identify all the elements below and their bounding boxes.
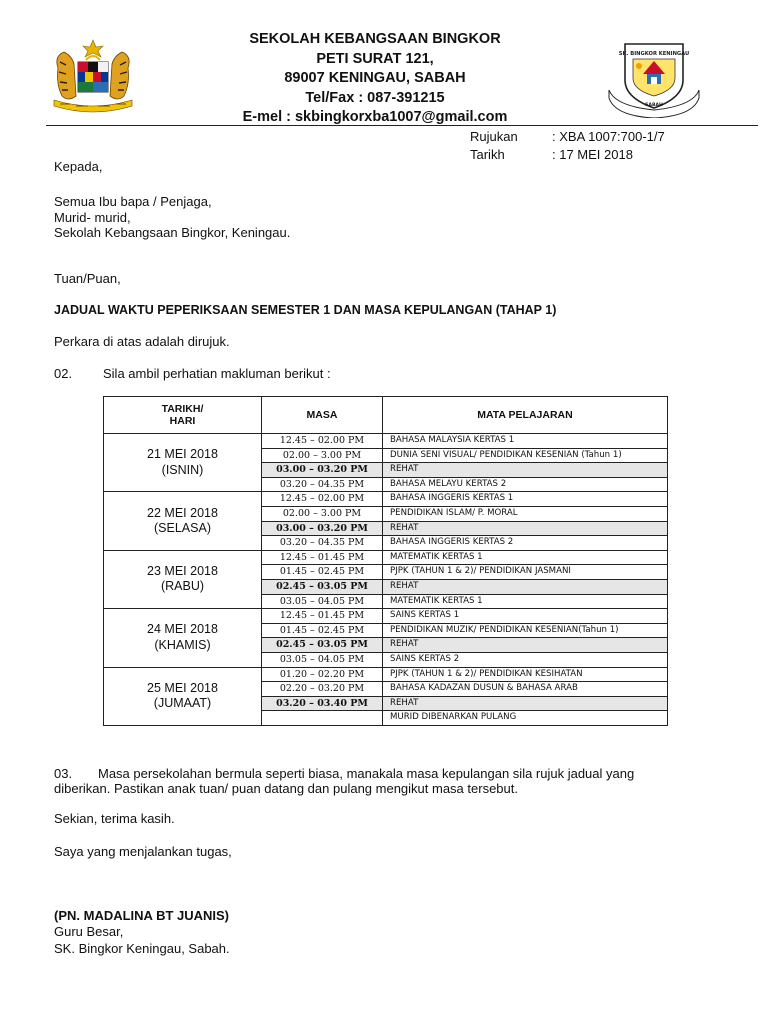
time-cell: 03.00 – 03.20 PM	[262, 521, 383, 536]
exam-date: 24 MEI 2018	[147, 622, 218, 637]
signatory-title: Guru Besar,	[54, 924, 124, 939]
phone-fax: Tel/Fax : 087-391215	[305, 89, 445, 106]
day-group	[104, 550, 668, 608]
coat-of-arms-logo	[48, 38, 138, 116]
exam-day: (SELASA)	[154, 521, 211, 536]
signatory-organization: SK. Bingkor Keningau, Sabah.	[54, 941, 230, 956]
recipient-line-1: Semua Ibu bapa / Penjaga,	[54, 194, 212, 209]
table-row	[104, 434, 668, 449]
recipient-line-2: Murid- murid,	[54, 210, 131, 225]
time-cell: 03.05 – 04.05 PM	[262, 594, 383, 609]
day-group	[104, 492, 668, 550]
date-cell	[104, 609, 262, 667]
exam-schedule-table	[103, 396, 668, 726]
exam-day: (ISNIN)	[161, 462, 204, 477]
paragraph-2-number: 02.	[54, 366, 73, 381]
subject-cell: PJPK (TAHUN 1 & 2)/ PENDIDIKAN KESIHATAN	[383, 667, 668, 682]
column-header-time: MASA	[262, 397, 383, 434]
time-cell: 12.45 – 02.00 PM	[262, 434, 383, 449]
subject-cell: BAHASA MELAYU KERTAS 2	[383, 477, 668, 492]
signatory-name: (PN. MADALINA BT JUANIS)	[54, 908, 230, 923]
subject-cell: BAHASA INGGERIS KERTAS 1	[383, 492, 668, 507]
school-logo	[605, 40, 703, 118]
subject-cell: REHAT	[383, 696, 668, 711]
day-group	[104, 667, 668, 725]
exam-date: 21 MEI 2018	[147, 447, 218, 462]
time-cell: 12.45 – 01.45 PM	[262, 609, 383, 624]
exam-day: (JUMAAT)	[153, 696, 212, 711]
column-header-subject: MATA PELAJARAN	[383, 397, 668, 434]
paragraph-2: Sila ambil perhatian makluman berikut :	[103, 366, 331, 381]
time-cell: 02.45 – 03.05 PM	[262, 638, 383, 653]
paragraph-3-number: 03.	[54, 766, 73, 781]
table-row	[104, 609, 668, 624]
date-cell	[104, 434, 262, 492]
exam-date: 22 MEI 2018	[147, 505, 218, 520]
subject-cell: REHAT	[383, 579, 668, 594]
subject-cell: SAINS KERTAS 1	[383, 609, 668, 624]
paragraph-1: Perkara di atas adalah dirujuk.	[54, 334, 230, 349]
letter-subject: JADUAL WAKTU PEPERIKSAAN SEMESTER 1 DAN MASA KEPULANGAN (TAHAP 1)	[54, 303, 557, 317]
subject-cell: BAHASA MALAYSIA KERTAS 1	[383, 434, 668, 449]
time-cell: 12.45 – 02.00 PM	[262, 492, 383, 507]
time-cell: 02.20 – 03.20 PM	[262, 682, 383, 697]
date-label: Tarikh	[470, 147, 505, 162]
school-logo-state: SABAH	[645, 103, 663, 108]
subject-cell: REHAT	[383, 521, 668, 536]
time-cell: 02.00 – 3.00 PM	[262, 506, 383, 521]
reference-label: Rujukan	[470, 129, 518, 144]
exam-day: (KHAMIS)	[154, 637, 211, 652]
closing-duty: Saya yang menjalankan tugas,	[54, 844, 232, 859]
subject-cell: BAHASA KADAZAN DUSUN & BAHASA ARAB	[383, 682, 668, 697]
exam-date: 23 MEI 2018	[147, 563, 218, 578]
time-cell: 03.20 – 04.35 PM	[262, 477, 383, 492]
time-cell: 01.45 – 02.45 PM	[262, 623, 383, 638]
email-address: E-mel : skbingkorxba1007@gmail.com	[242, 109, 508, 125]
time-cell: 02.45 – 03.05 PM	[262, 579, 383, 594]
recipient-to: Kepada,	[54, 159, 103, 174]
time-cell	[262, 711, 383, 726]
school-logo-name: SK. BINGKOR KENINGAU	[618, 51, 690, 57]
time-cell: 01.45 – 02.45 PM	[262, 565, 383, 580]
subject-cell: MATEMATIK KERTAS 1	[383, 550, 668, 565]
subject-cell: REHAT	[383, 463, 668, 478]
time-cell: 03.00 – 03.20 PM	[262, 463, 383, 478]
header-divider	[46, 125, 758, 126]
subject-cell: PENDIDIKAN ISLAM/ P. MORAL	[383, 506, 668, 521]
salutation: Tuan/Puan,	[54, 271, 121, 286]
time-cell: 03.20 – 03.40 PM	[262, 696, 383, 711]
subject-cell: PENDIDIKAN MUZIK/ PENDIDIKAN KESENIAN(Tahun 1)	[383, 623, 668, 638]
time-cell: 03.05 – 04.05 PM	[262, 652, 383, 667]
subject-cell: MATEMATIK KERTAS 1	[383, 594, 668, 609]
recipient-line-3: Sekolah Kebangsaan Bingkor, Keningau.	[54, 225, 291, 240]
paragraph-3-line-2: diberikan. Pastikan anak tuan/ puan datang dan pulang mengikut masa tersebut.	[54, 781, 518, 796]
column-header-date: TARIKH/ HARI	[104, 397, 262, 434]
time-cell: 02.00 – 3.00 PM	[262, 448, 383, 463]
table-row	[104, 550, 668, 565]
date-cell	[104, 550, 262, 608]
subject-cell: REHAT	[383, 638, 668, 653]
subject-cell: SAINS KERTAS 2	[383, 652, 668, 667]
paragraph-3-line-1: Masa persekolahan bermula seperti biasa, manakala masa kepulangan sila rujuk jadual yang	[98, 766, 635, 781]
reference-block	[470, 128, 665, 164]
letterhead	[150, 30, 600, 128]
time-cell: 03.20 – 04.35 PM	[262, 536, 383, 551]
time-cell: 12.45 – 01.45 PM	[262, 550, 383, 565]
date-cell	[104, 667, 262, 725]
exam-date: 25 MEI 2018	[147, 680, 218, 695]
subject-cell: PJPK (TAHUN 1 & 2)/ PENDIDIKAN JASMANI	[383, 565, 668, 580]
day-group	[104, 434, 668, 492]
date-cell	[104, 492, 262, 550]
school-name: SEKOLAH KEBANGSAAN BINGKOR	[249, 31, 501, 47]
table-row	[104, 492, 668, 507]
closing: Sekian, terima kasih.	[54, 811, 175, 826]
day-group	[104, 609, 668, 667]
subject-cell: BAHASA INGGERIS KERTAS 2	[383, 536, 668, 551]
po-box: PETI SURAT 121,	[316, 50, 434, 67]
table-row	[104, 667, 668, 682]
subject-cell: MURID DIBENARKAN PULANG	[383, 711, 668, 726]
date-value: : 17 MEI 2018	[552, 147, 633, 162]
subject-cell: DUNIA SENI VISUAL/ PENDIDIKAN KESENIAN (Tahun 1)	[383, 448, 668, 463]
postcode-city: 89007 KENINGAU, SABAH	[284, 70, 466, 86]
exam-day: (RABU)	[160, 579, 205, 594]
reference-value: : XBA 1007:700-1/7	[552, 129, 665, 144]
time-cell: 01.20 – 02.20 PM	[262, 667, 383, 682]
